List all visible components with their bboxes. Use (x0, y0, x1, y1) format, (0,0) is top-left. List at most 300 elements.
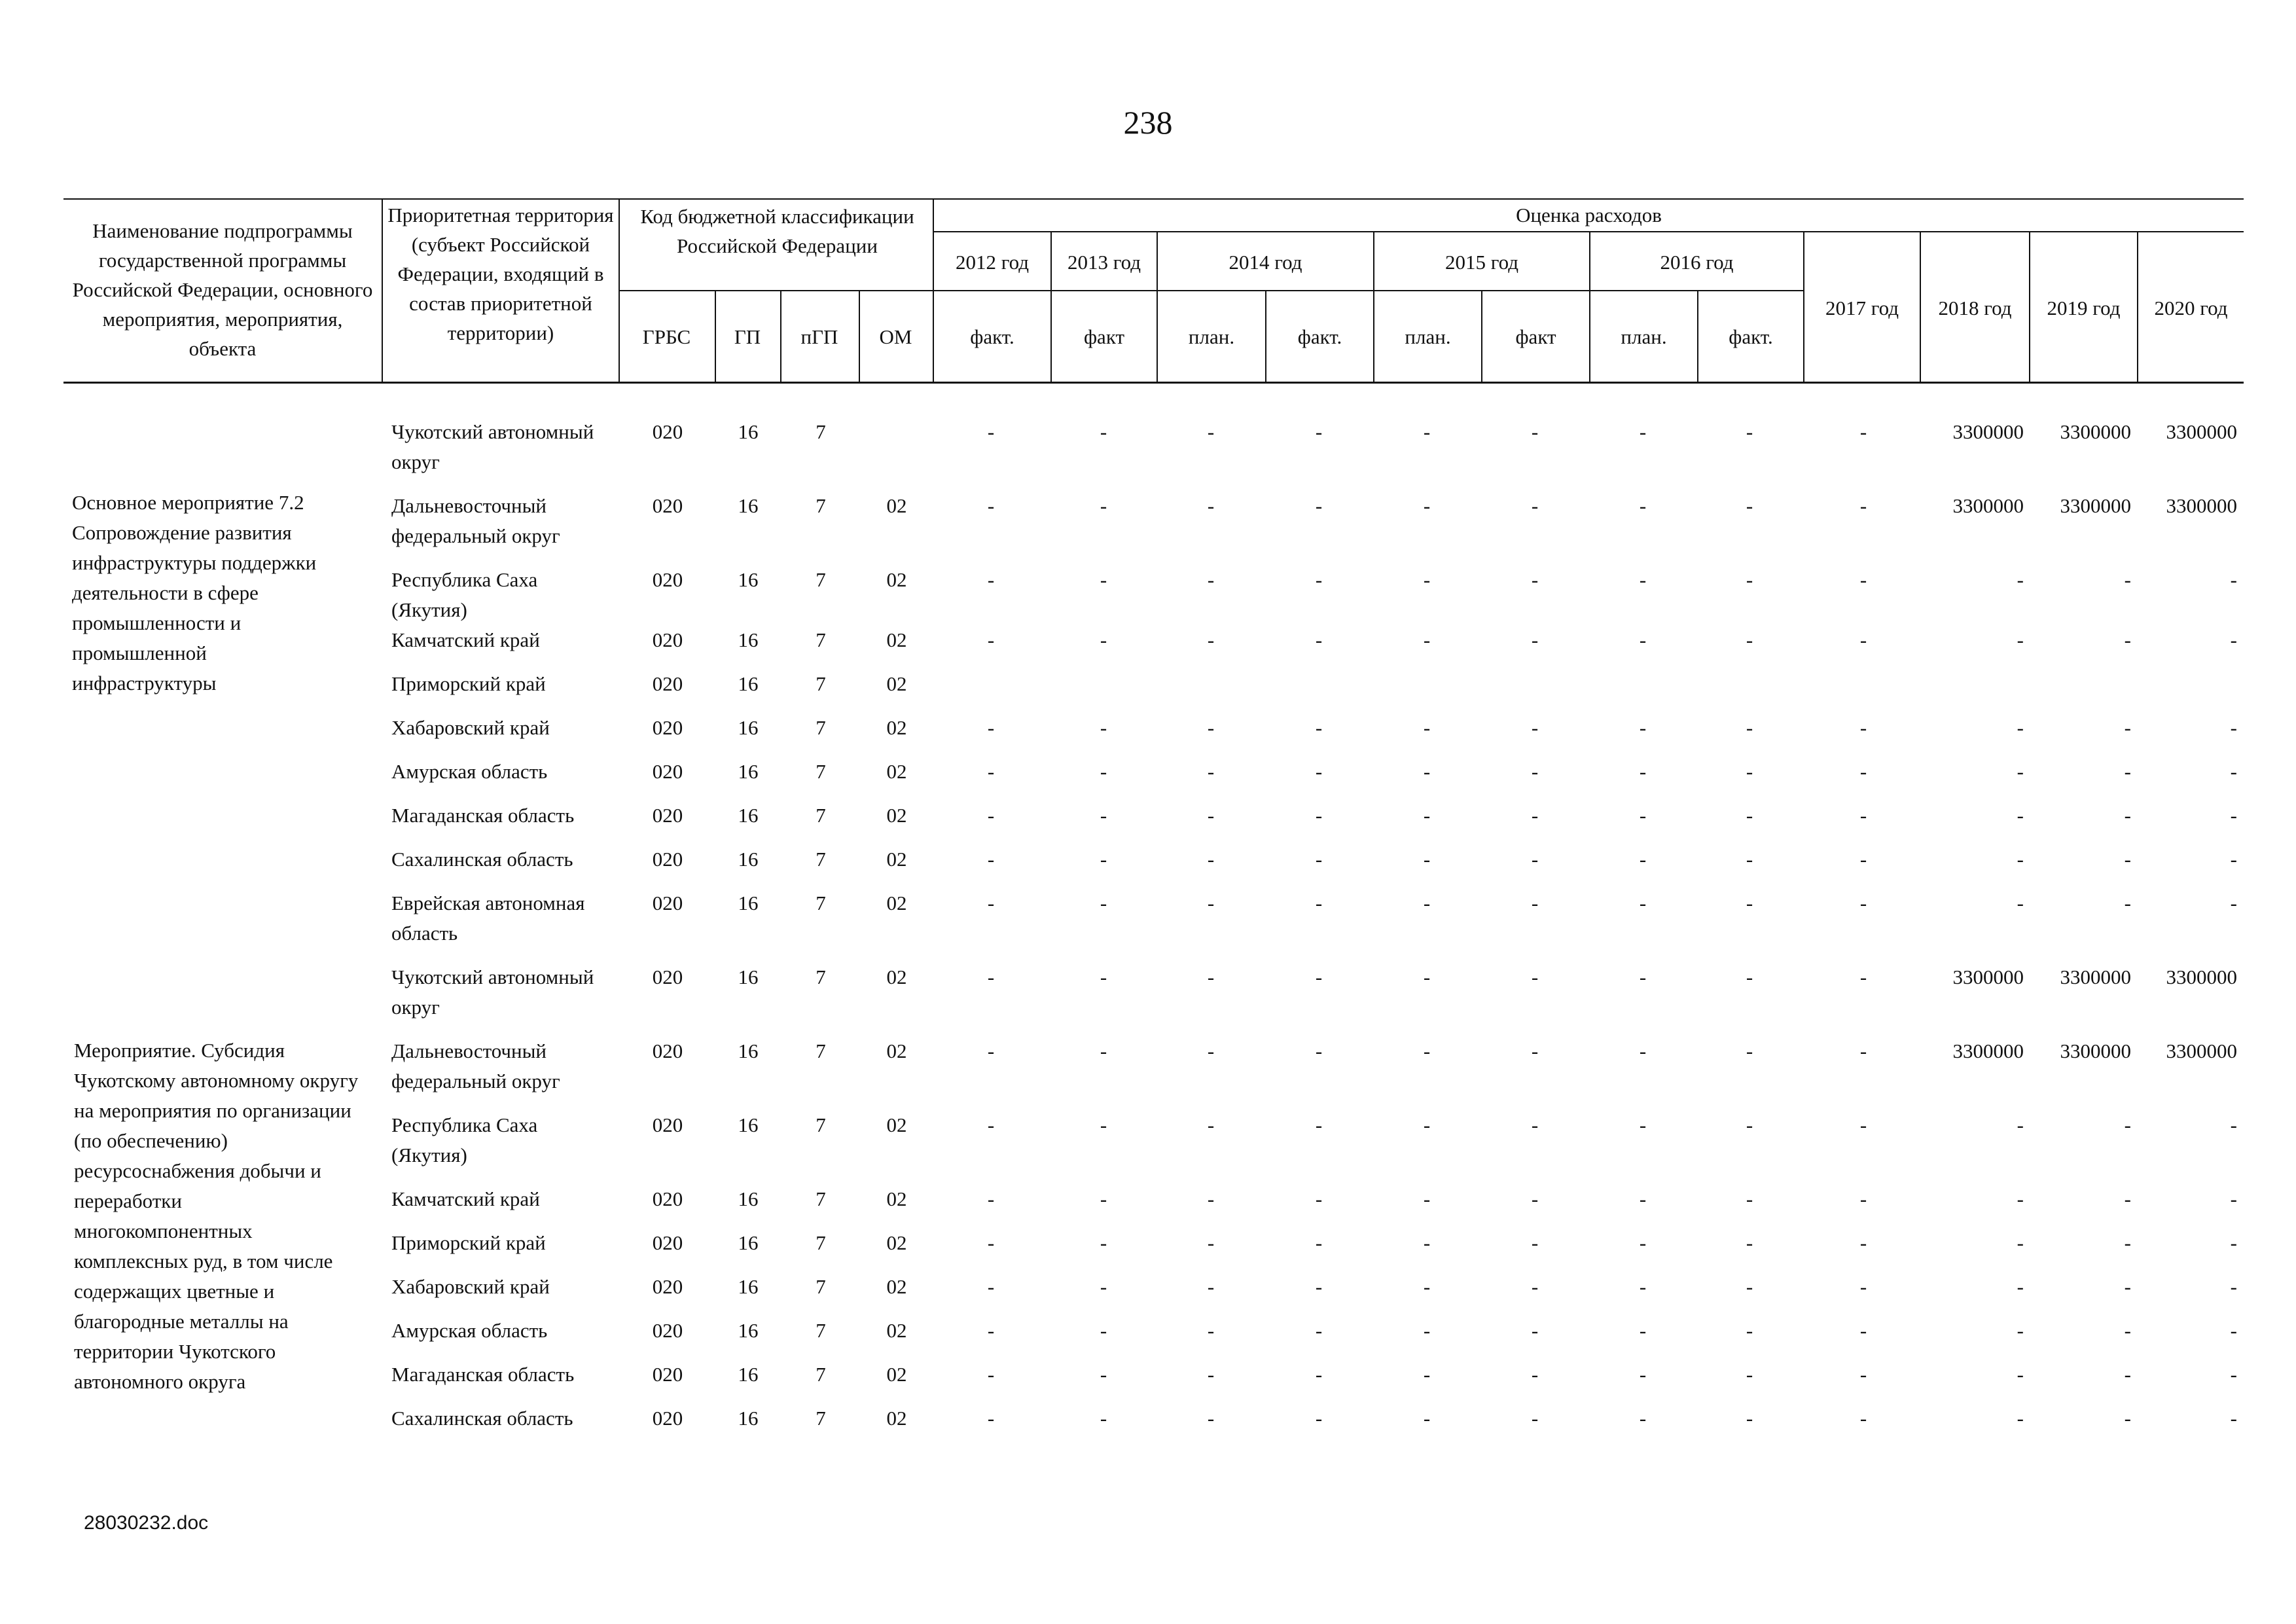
pgp-cell: 7 (816, 1407, 826, 1430)
value-cell: - (987, 804, 995, 827)
gp-cell: 16 (738, 760, 759, 783)
value-cell: - (1315, 804, 1323, 827)
gp-cell: 16 (738, 1113, 759, 1136)
value-cell: - (1100, 965, 1107, 988)
header-code-grbs: ГРБС (642, 325, 691, 348)
value-cell: - (2124, 1187, 2131, 1210)
value-cell: - (987, 1363, 995, 1386)
territory-cell: Дальневосточный федеральный округ (391, 494, 560, 547)
value-cell: - (1859, 628, 1867, 651)
territory-cell: Приморский край (391, 672, 546, 695)
header-name-column: Наименование подпрограммы государственной программы Российской Федерации, основного мероприятия, мероприятия, объекта (72, 219, 373, 360)
value-cell: - (1639, 760, 1647, 783)
om-cell: 02 (886, 1407, 907, 1430)
header-sub-2014-plan: план. (1188, 325, 1235, 348)
value-cell: - (1423, 1231, 1431, 1254)
value-cell: - (2017, 1231, 2024, 1254)
grbs-cell: 020 (652, 1231, 683, 1254)
territory-cell: Амурская область (391, 760, 548, 783)
value-cell: - (987, 494, 995, 517)
pgp-cell: 7 (816, 494, 826, 517)
value-cell: - (1207, 1319, 1215, 1342)
om-cell: 02 (886, 804, 907, 827)
value-cell: - (1423, 628, 1431, 651)
pgp-cell: 7 (816, 1319, 826, 1342)
territory-cell: Республика Саха (Якутия) (391, 1113, 538, 1166)
value-cell: - (1315, 1113, 1323, 1136)
value-cell: - (1423, 1187, 1431, 1210)
value-cell: - (1746, 965, 1753, 988)
value-cell: - (1746, 1039, 1753, 1062)
value-cell: - (1207, 1363, 1215, 1386)
territory-cell: Амурская область (391, 1319, 548, 1342)
value-cell: - (2230, 848, 2237, 871)
value-cell: - (2124, 848, 2131, 871)
value-cell: 3300000 (2060, 965, 2131, 988)
value-cell: - (1207, 804, 1215, 827)
om-cell: 02 (886, 1363, 907, 1386)
grbs-cell: 020 (652, 716, 683, 739)
header-sub-2013: факт (1083, 325, 1125, 348)
value-cell: - (1746, 848, 1753, 871)
om-cell: 02 (886, 965, 907, 988)
header-year-2019: 2019 год (2047, 297, 2121, 319)
value-cell: - (1423, 494, 1431, 517)
value-cell: - (1315, 568, 1323, 591)
value-cell: - (2124, 804, 2131, 827)
value-cell: - (1207, 1275, 1215, 1298)
value-cell: - (1639, 965, 1647, 988)
header-sub-2014-fact: факт. (1297, 325, 1342, 348)
value-cell: - (1859, 848, 1867, 871)
territory-cell: Хабаровский край (391, 1275, 550, 1298)
value-cell: - (1531, 892, 1539, 914)
header-year-2015: 2015 год (1444, 251, 1519, 274)
footer-doc-name: 28030232.doc (84, 1512, 209, 1534)
header-year-2016: 2016 год (1660, 251, 1734, 274)
value-cell: - (1859, 892, 1867, 914)
value-cell: - (2017, 1113, 2024, 1136)
value-cell: - (2124, 1363, 2131, 1386)
grbs-cell: 020 (652, 1363, 683, 1386)
header-year-2014: 2014 год (1229, 251, 1302, 274)
grbs-cell: 020 (652, 568, 683, 591)
value-cell: - (2230, 804, 2237, 827)
value-cell: - (987, 760, 995, 783)
value-cell: - (1423, 1039, 1431, 1062)
value-cell: - (1746, 760, 1753, 783)
value-cell: 3300000 (1952, 494, 2024, 517)
value-cell: - (1859, 804, 1867, 827)
value-cell: - (1639, 716, 1647, 739)
value-cell: - (2124, 1407, 2131, 1430)
page-number: 238 (1123, 104, 1173, 141)
value-cell: - (1639, 494, 1647, 517)
value-cell: - (2124, 1319, 2131, 1342)
grbs-cell: 020 (652, 1113, 683, 1136)
value-cell: - (1639, 1407, 1647, 1430)
value-cell: - (1315, 1231, 1323, 1254)
value-cell: - (1746, 1231, 1753, 1254)
value-cell: - (987, 568, 995, 591)
value-cell: - (987, 1187, 995, 1210)
value-cell: - (987, 1039, 995, 1062)
pgp-cell: 7 (816, 1187, 826, 1210)
gp-cell: 16 (738, 420, 759, 443)
value-cell: - (1207, 1407, 1215, 1430)
value-cell: - (1746, 1407, 1753, 1430)
value-cell: 3300000 (2166, 965, 2237, 988)
pgp-cell: 7 (816, 892, 826, 914)
value-cell: - (2230, 892, 2237, 914)
value-cell: - (2230, 568, 2237, 591)
value-cell: - (2017, 804, 2024, 827)
value-cell: - (1207, 848, 1215, 871)
gp-cell: 16 (738, 568, 759, 591)
gp-cell: 16 (738, 716, 759, 739)
value-cell: - (2230, 716, 2237, 739)
value-cell: - (1639, 1039, 1647, 1062)
pgp-cell: 7 (816, 1363, 826, 1386)
value-cell: - (987, 716, 995, 739)
grbs-cell: 020 (652, 1319, 683, 1342)
value-cell: - (2017, 628, 2024, 651)
value-cell: - (2230, 760, 2237, 783)
value-cell: - (1207, 1231, 1215, 1254)
value-cell: - (1207, 1039, 1215, 1062)
value-cell: - (1100, 1231, 1107, 1254)
value-cell: 3300000 (1952, 965, 2024, 988)
value-cell: - (1315, 1363, 1323, 1386)
value-cell: - (1531, 1407, 1539, 1430)
om-cell: 02 (886, 1275, 907, 1298)
value-cell: - (1746, 1187, 1753, 1210)
value-cell: - (2017, 1407, 2024, 1430)
gp-cell: 16 (738, 672, 759, 695)
value-cell: - (987, 1231, 995, 1254)
om-cell: 02 (886, 716, 907, 739)
value-cell: - (2017, 716, 2024, 739)
gp-cell: 16 (738, 628, 759, 651)
value-cell: - (2017, 1319, 2024, 1342)
om-cell: 02 (886, 628, 907, 651)
territory-cell: Чукотский автономный округ (391, 965, 594, 1019)
value-cell: - (987, 892, 995, 914)
om-cell: 02 (886, 1319, 907, 1342)
value-cell: - (1423, 965, 1431, 988)
value-cell: 3300000 (2060, 1039, 2131, 1062)
value-cell: - (1639, 628, 1647, 651)
value-cell: 3300000 (2060, 420, 2131, 443)
value-cell: - (2017, 760, 2024, 783)
pgp-cell: 7 (816, 1231, 826, 1254)
value-cell: - (1207, 568, 1215, 591)
value-cell: - (2230, 1231, 2237, 1254)
gp-cell: 16 (738, 1363, 759, 1386)
value-cell: - (1746, 628, 1753, 651)
value-cell: - (1100, 1407, 1107, 1430)
grbs-cell: 020 (652, 760, 683, 783)
value-cell: - (1531, 1039, 1539, 1062)
om-cell: 02 (886, 760, 907, 783)
value-cell: - (1531, 494, 1539, 517)
value-cell: - (2230, 1187, 2237, 1210)
grbs-cell: 020 (652, 1407, 683, 1430)
value-cell: - (1639, 892, 1647, 914)
header-year-2013: 2013 год (1067, 251, 1141, 274)
value-cell: - (1639, 1187, 1647, 1210)
value-cell: - (1315, 760, 1323, 783)
pgp-cell: 7 (816, 1039, 826, 1062)
value-cell: - (987, 1319, 995, 1342)
value-cell: - (1100, 892, 1107, 914)
pgp-cell: 7 (816, 672, 826, 695)
pgp-cell: 7 (816, 628, 826, 651)
value-cell: - (1859, 1231, 1867, 1254)
value-cell: - (1746, 1275, 1753, 1298)
value-cell: - (1531, 848, 1539, 871)
value-cell: - (2124, 628, 2131, 651)
om-cell: 02 (886, 848, 907, 871)
value-cell: - (1746, 892, 1753, 914)
value-cell: - (1315, 1187, 1323, 1210)
value-cell: - (1423, 1407, 1431, 1430)
value-cell: - (1859, 1039, 1867, 1062)
value-cell: - (1207, 760, 1215, 783)
value-cell: - (2124, 568, 2131, 591)
value-cell: - (1100, 1039, 1107, 1062)
value-cell: - (1315, 1319, 1323, 1342)
value-cell: - (2124, 1231, 2131, 1254)
value-cell: - (1315, 965, 1323, 988)
gp-cell: 16 (738, 1275, 759, 1298)
value-cell: - (1315, 716, 1323, 739)
value-cell: - (1639, 804, 1647, 827)
value-cell: - (1639, 1275, 1647, 1298)
value-cell: - (987, 1275, 995, 1298)
value-cell: 3300000 (2166, 494, 2237, 517)
value-cell: - (1746, 1363, 1753, 1386)
value-cell: - (1315, 628, 1323, 651)
value-cell: - (987, 420, 995, 443)
territory-cell: Хабаровский край (391, 716, 550, 739)
value-cell: - (1207, 716, 1215, 739)
value-cell: - (2230, 1275, 2237, 1298)
pgp-cell: 7 (816, 965, 826, 988)
value-cell: - (1100, 628, 1107, 651)
value-cell: - (1531, 804, 1539, 827)
value-cell: - (987, 628, 995, 651)
grbs-cell: 020 (652, 1187, 683, 1210)
value-cell: - (1423, 568, 1431, 591)
value-cell: - (1315, 1407, 1323, 1430)
value-cell: - (2017, 1363, 2024, 1386)
value-cell: - (1746, 568, 1753, 591)
value-cell: - (1859, 760, 1867, 783)
value-cell: - (1423, 848, 1431, 871)
value-cell: - (1100, 1363, 1107, 1386)
value-cell: - (1639, 1363, 1647, 1386)
value-cell: - (2230, 1113, 2237, 1136)
value-cell: - (1423, 1363, 1431, 1386)
value-cell: - (1100, 848, 1107, 871)
gp-cell: 16 (738, 1187, 759, 1210)
value-cell: - (1639, 1231, 1647, 1254)
gp-cell: 16 (738, 1319, 759, 1342)
value-cell: - (1859, 1113, 1867, 1136)
grbs-cell: 020 (652, 848, 683, 871)
header-divider (619, 198, 620, 382)
pgp-cell: 7 (816, 1275, 826, 1298)
value-cell: - (2124, 760, 2131, 783)
value-cell: - (1315, 1275, 1323, 1298)
value-cell: - (1423, 420, 1431, 443)
value-cell: - (2230, 628, 2237, 651)
gp-cell: 16 (738, 804, 759, 827)
om-cell: 02 (886, 494, 907, 517)
value-cell: - (2017, 1187, 2024, 1210)
value-cell: - (1639, 568, 1647, 591)
value-cell: - (1315, 420, 1323, 443)
value-cell: - (2230, 1363, 2237, 1386)
value-cell: - (2230, 1407, 2237, 1430)
value-cell: - (987, 1407, 995, 1430)
value-cell: - (1423, 1113, 1431, 1136)
table-top-rule (63, 198, 2244, 200)
header-mid-rule (933, 231, 2244, 232)
value-cell: - (1531, 1231, 1539, 1254)
grbs-cell: 020 (652, 628, 683, 651)
value-cell: - (1639, 1113, 1647, 1136)
value-cell: - (1315, 892, 1323, 914)
value-cell: 3300000 (1952, 1039, 2024, 1062)
value-cell: - (1746, 494, 1753, 517)
value-cell: - (1639, 1319, 1647, 1342)
group-name-subsidy: Мероприятие. Субсидия Чукотскому автономному округу на мероприятия по организации (по обеспечению) ресурсоснабжения добычи и переработки многокомпонентных комплексных руд, в том числе содержащих цветные и благородные металлы на территории Чукотского автономного округа (74, 1039, 359, 1393)
value-cell: - (2017, 848, 2024, 871)
value-cell: - (1531, 568, 1539, 591)
group-name-main-7-2: Основное мероприятие 7.2 Сопровождение развития инфраструктуры поддержки деятельности в сфере промышленности и промышленной инфраструктуры (72, 491, 317, 695)
grbs-cell: 020 (652, 804, 683, 827)
header-sub-2012: факт. (970, 325, 1014, 348)
value-cell: - (1100, 1319, 1107, 1342)
value-cell: - (2017, 568, 2024, 591)
om-cell: 02 (886, 1231, 907, 1254)
value-cell: 3300000 (2060, 494, 2131, 517)
gp-cell: 16 (738, 1231, 759, 1254)
value-cell: - (1207, 965, 1215, 988)
pgp-cell: 7 (816, 420, 826, 443)
value-cell: - (1423, 892, 1431, 914)
value-cell: - (1100, 760, 1107, 783)
value-cell: - (1746, 1319, 1753, 1342)
pgp-cell: 7 (816, 848, 826, 871)
value-cell: - (1207, 1187, 1215, 1210)
header-year-2012: 2012 год (955, 251, 1030, 274)
pgp-cell: 7 (816, 568, 826, 591)
value-cell: - (1531, 1275, 1539, 1298)
territory-cell: Республика Саха (Якутия) (391, 568, 538, 621)
territory-cell: Еврейская автономная область (391, 892, 585, 945)
om-cell: 02 (886, 1187, 907, 1210)
header-sub-2016-plan: план. (1621, 325, 1667, 348)
value-cell: - (1531, 1319, 1539, 1342)
header-year-2018: 2018 год (1938, 297, 2012, 319)
om-cell: 02 (886, 1113, 907, 1136)
value-cell: - (1100, 804, 1107, 827)
value-cell: - (1531, 965, 1539, 988)
value-cell: - (1100, 420, 1107, 443)
grbs-cell: 020 (652, 892, 683, 914)
value-cell: - (1859, 1319, 1867, 1342)
grbs-cell: 020 (652, 1275, 683, 1298)
territory-cell: Магаданская область (391, 1363, 575, 1386)
gp-cell: 16 (738, 892, 759, 914)
value-cell: - (1746, 420, 1753, 443)
value-cell: - (1100, 1113, 1107, 1136)
header-estimate-group: Оценка расходов (1516, 204, 1662, 226)
value-cell: - (1859, 1275, 1867, 1298)
value-cell: - (1315, 494, 1323, 517)
header-sub-2015-fact: факт (1515, 325, 1556, 348)
value-cell: - (1315, 1039, 1323, 1062)
value-cell: - (1859, 1407, 1867, 1430)
value-cell: - (1859, 716, 1867, 739)
value-cell: - (1207, 494, 1215, 517)
pgp-cell: 7 (816, 1113, 826, 1136)
value-cell: - (1531, 760, 1539, 783)
value-cell: - (1531, 1113, 1539, 1136)
territory-cell: Дальневосточный федеральный округ (391, 1039, 560, 1092)
value-cell: 3300000 (2166, 1039, 2237, 1062)
header-territory-column: Приоритетная территория (субъект Российской Федерации, входящий в состав приоритетной территории) (387, 204, 614, 344)
value-cell: - (1531, 420, 1539, 443)
territory-cell: Сахалинская область (391, 1407, 573, 1430)
value-cell: - (2124, 716, 2131, 739)
value-cell: - (1423, 760, 1431, 783)
territory-cell: Камчатский край (391, 1187, 540, 1210)
value-cell: - (1315, 848, 1323, 871)
value-cell: - (1531, 1363, 1539, 1386)
value-cell: - (1100, 1187, 1107, 1210)
value-cell: - (1207, 892, 1215, 914)
value-cell: - (1746, 716, 1753, 739)
value-cell: - (1207, 420, 1215, 443)
territory-cell: Магаданская область (391, 804, 575, 827)
value-cell: - (2017, 892, 2024, 914)
grbs-cell: 020 (652, 494, 683, 517)
value-cell: - (1100, 568, 1107, 591)
gp-cell: 16 (738, 965, 759, 988)
om-cell: 02 (886, 892, 907, 914)
grbs-cell: 020 (652, 1039, 683, 1062)
value-cell: - (1639, 420, 1647, 443)
value-cell: - (1423, 1275, 1431, 1298)
value-cell: - (1207, 628, 1215, 651)
grbs-cell: 020 (652, 420, 683, 443)
territory-cell: Камчатский край (391, 628, 540, 651)
value-cell: 3300000 (1952, 420, 2024, 443)
value-cell: - (1100, 1275, 1107, 1298)
gp-cell: 16 (738, 1039, 759, 1062)
header-code-om: ОМ (879, 325, 912, 348)
value-cell: - (2017, 1275, 2024, 1298)
pgp-cell: 7 (816, 716, 826, 739)
value-cell: - (987, 1113, 995, 1136)
header-sub-rule (619, 290, 1803, 291)
value-cell: - (1423, 1319, 1431, 1342)
header-sub-2016-fact: факт. (1729, 325, 1773, 348)
